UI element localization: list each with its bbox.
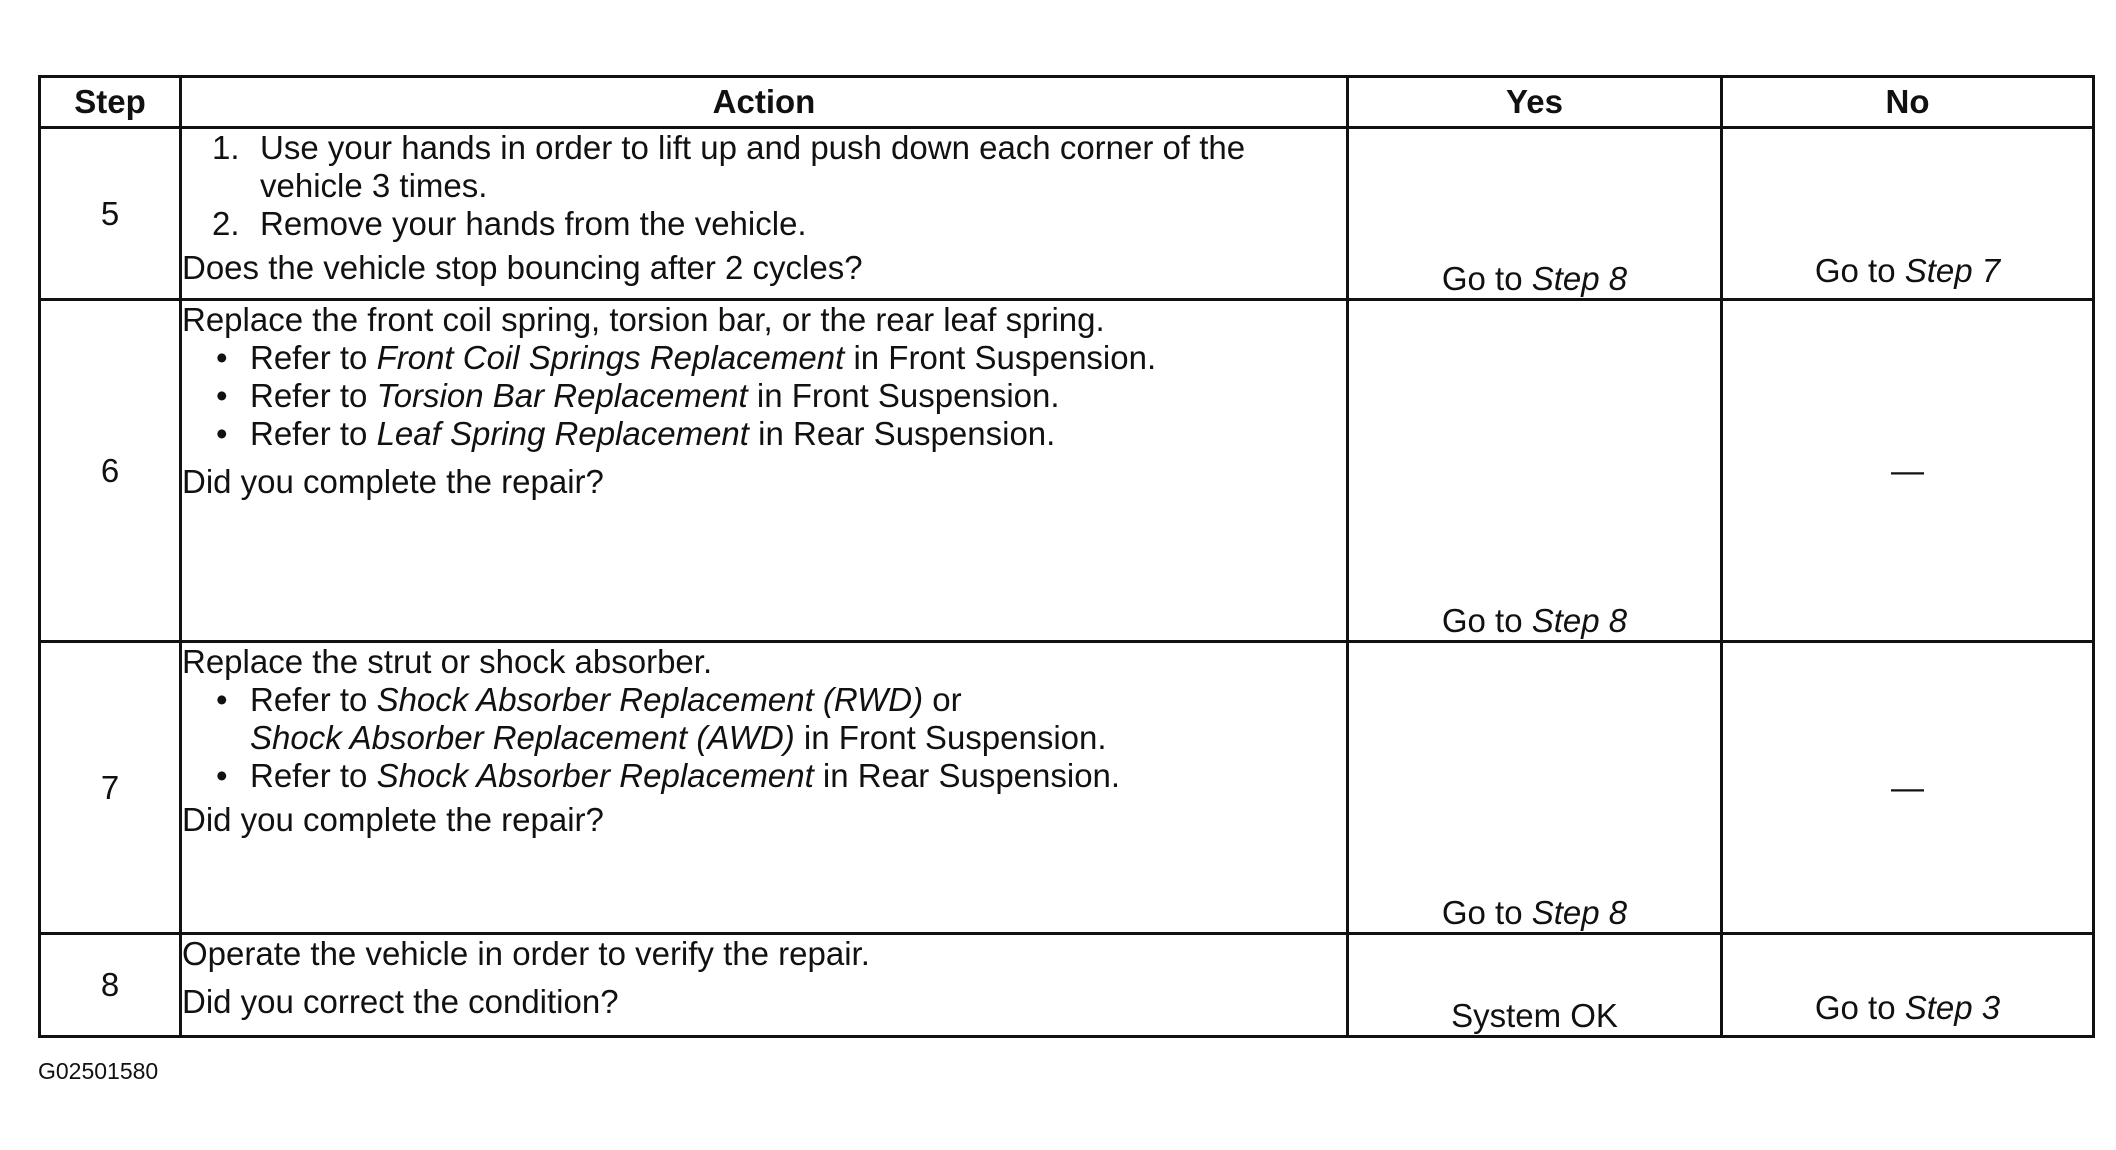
intro-text: Replace the front coil spring, torsion bar, or the rear leaf spring. — [182, 301, 1105, 338]
list-item — [182, 339, 1346, 377]
question-text: Does the vehicle stop bouncing after 2 cycles? — [182, 249, 863, 286]
bullet-icon: • — [216, 681, 228, 718]
reference-link[interactable]: Torsion Bar Replacement — [376, 377, 748, 414]
intro-text: Operate the vehicle in order to verify the repair. — [182, 935, 870, 972]
table-row-step-6 — [40, 300, 2094, 642]
question-text: Did you complete the repair? — [182, 801, 604, 838]
ref-suffix: in Front Suspension. — [747, 377, 1060, 414]
reference-link[interactable]: Shock Absorber Replacement — [376, 757, 814, 794]
no-prefix: Go to — [1814, 989, 1905, 1026]
yes-prefix: Go to — [1441, 260, 1532, 297]
list-item — [182, 415, 1346, 453]
ref-mid: or — [923, 681, 962, 718]
action-cell — [181, 300, 1348, 642]
header-no: No — [1722, 77, 2094, 128]
no-cell — [1722, 642, 2094, 934]
action-cell — [181, 128, 1348, 300]
ref-suffix: in Rear Suspension. — [748, 415, 1056, 452]
header-step: Step — [40, 77, 181, 128]
yes-prefix: Go to — [1441, 602, 1532, 639]
table-row-step-5 — [40, 128, 2094, 300]
action-cell — [181, 934, 1348, 1037]
figure-id: G02501580 — [38, 1058, 159, 1084]
list-text: Remove your hands from the vehicle. — [260, 205, 807, 242]
no-cell — [1722, 934, 2094, 1037]
bullet-icon: • — [216, 377, 228, 414]
reference-link[interactable]: Shock Absorber Replacement (AWD) — [250, 719, 795, 756]
yes-cell — [1348, 128, 1722, 300]
no-dash: — — [1891, 768, 1924, 806]
question-text: Did you correct the condition? — [182, 983, 619, 1020]
yes-cell — [1348, 934, 1722, 1037]
yes-step-link[interactable]: Step 8 — [1531, 602, 1628, 639]
reference-link[interactable]: Shock Absorber Replacement (RWD) — [376, 681, 924, 718]
yes-result: System OK — [1451, 997, 1618, 1034]
ref-prefix: Refer to — [250, 757, 377, 794]
no-cell — [1722, 300, 2094, 642]
list-number: 2. — [212, 205, 240, 242]
bullet-icon: • — [216, 339, 228, 376]
step-number: 7 — [40, 642, 181, 934]
reference-link[interactable]: Front Coil Springs Replacement — [376, 339, 845, 376]
diagnostic-table-container — [38, 75, 2092, 1038]
no-step-link[interactable]: Step 3 — [1904, 989, 2001, 1026]
diagnostic-table — [38, 75, 2095, 1038]
ref-prefix: Refer to — [250, 377, 377, 414]
header-action: Action — [181, 77, 1348, 128]
yes-step-link[interactable]: Step 8 — [1531, 260, 1628, 297]
list-item — [182, 377, 1346, 415]
yes-cell — [1348, 642, 1722, 934]
ref-prefix: Refer to — [250, 339, 377, 376]
step-number: 8 — [40, 934, 181, 1037]
ref-suffix: in Front Suspension. — [794, 719, 1107, 756]
list-item — [182, 205, 1346, 243]
list-item — [182, 757, 1346, 795]
step-number: 6 — [40, 300, 181, 642]
bullet-icon: • — [216, 757, 228, 794]
no-dash: — — [1891, 451, 1924, 489]
list-text: Use your hands in order to lift up and push down each corner of the vehicle 3 times. — [260, 129, 1246, 204]
table-row-step-8 — [40, 934, 2094, 1037]
ref-prefix: Refer to — [250, 681, 377, 718]
header-row — [40, 77, 2094, 128]
table-row-step-7 — [40, 642, 2094, 934]
no-step-link[interactable]: Step 7 — [1904, 252, 2001, 289]
ref-suffix: in Rear Suspension. — [813, 757, 1121, 794]
ref-suffix: in Front Suspension. — [844, 339, 1157, 376]
list-number: 1. — [212, 129, 240, 166]
yes-step-link[interactable]: Step 8 — [1531, 894, 1628, 931]
header-yes: Yes — [1348, 77, 1722, 128]
list-item — [182, 681, 1346, 757]
step-number: 5 — [40, 128, 181, 300]
action-cell — [181, 642, 1348, 934]
no-cell — [1722, 128, 2094, 300]
ref-prefix: Refer to — [250, 415, 377, 452]
reference-link[interactable]: Leaf Spring Replacement — [376, 415, 749, 452]
no-prefix: Go to — [1814, 252, 1905, 289]
bullet-icon: • — [216, 415, 228, 452]
yes-prefix: Go to — [1441, 894, 1532, 931]
yes-cell — [1348, 300, 1722, 642]
question-text: Did you complete the repair? — [182, 463, 604, 500]
list-item — [182, 129, 1346, 205]
intro-text: Replace the strut or shock absorber. — [182, 643, 713, 680]
